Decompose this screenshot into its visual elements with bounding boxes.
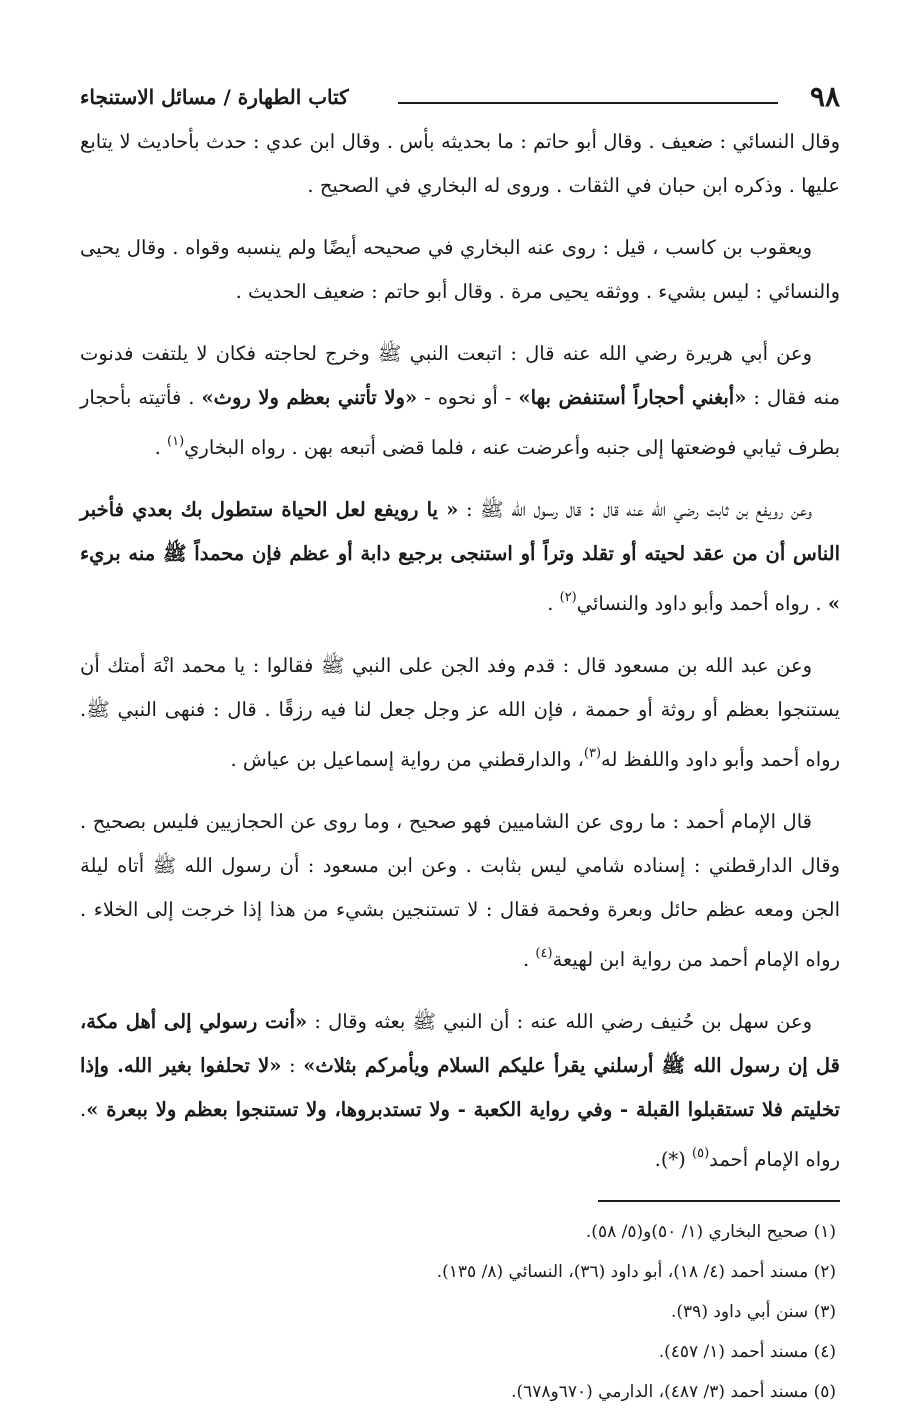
paragraph-text: وعن رويفع بن ثابت رضي الله عنه قال : قال رسول الله ﷺ : <box>458 498 813 521</box>
paragraph-text: قال الإمام أحمد : ما روى عن الشاميين فهو صحيح ، وما روى عن الحجازيين فليس بصحيح . وقال الدارقطني : إسناده شامي ليس بثابت . وعن ابن مسعود : أن رسول الله ﷺ أتاه ليلة الجن ومعه عظم حائل وبعرة وفحمة فقال : لا تستنجين بشيء من هذا إذا خرجت إلى الخلاء . رواه الإمام أحمد من رواية ابن لهيعة <box>80 810 840 971</box>
paragraph-text: . <box>523 948 536 971</box>
footnote-ref: (٣) <box>583 746 602 761</box>
footnotes <box>80 1212 840 1412</box>
paragraph-text: . رواه الإمام أحمد <box>80 1098 840 1171</box>
paragraph-text: . رواه أحمد وأبو داود والنسائي <box>576 592 828 615</box>
paragraph-text: . <box>547 592 560 615</box>
hadith-quote: «لا تحلفوا بغير الله. وإذا تخليتم فلا تستقبلوا القبلة - وفي رواية الكعبة - ولا تستدبروها، ولا تستنجوا بعظم ولا ببعرة » <box>80 1054 840 1121</box>
paragraph-text: - أو نحوه - <box>417 386 519 409</box>
running-title: كتاب الطهارة / مسائل الاستنجاء <box>80 85 349 109</box>
footnote-item: (١) صحيح البخاري (١/ ٥٠)و(٥/ ٥٨). <box>585 1222 836 1242</box>
paragraph-text: وعن أبي هريرة رضي الله عنه قال : اتبعت النبي ﷺ وخرج لحاجته فكان لا يلتفت فدنوت منه فقال : <box>80 342 841 409</box>
paragraph-abu-hurayra <box>80 332 840 470</box>
paragraph-text: وقال النسائي : ضعيف . وقال أبو حاتم : ما بحديثه بأس . وقال ابن عدي : حدث بأحاديث لا يتابع عليها . وذكره ابن حبان في الثقات . وروى له البخاري في الصحيح . <box>80 130 840 197</box>
paragraph-text: . فأتيته بأحجار بطرف ثيابي فوضعتها إلى جنبه وأعرضت عنه ، فلما قضى أتبعه بهن . رواه البخاري <box>80 386 840 459</box>
footnote-item: (٤) مسند أحمد (١/ ٤٥٧). <box>658 1342 836 1362</box>
footnote-rule <box>598 1200 840 1202</box>
paragraph-yaqub <box>80 226 840 314</box>
paragraph-text: وعن سهل بن حُنيف رضي الله عنه : أن النبي ﷺ بعثه وقال : <box>307 1010 812 1033</box>
footnote-ref: (٥) <box>692 1146 710 1161</box>
page-body <box>80 120 840 1182</box>
footnote-item: (٥) مسند أحمد (٣/ ٤٨٧)، الدارمي (٦٧٠و٦٧٨). <box>511 1382 836 1402</box>
footnote-item: (٢) مسند أحمد (٤/ ١٨)، أبو داود (٣٦)، النسائي (٨/ ١٣٥). <box>436 1262 836 1282</box>
paragraph-ruwayfi <box>80 488 840 626</box>
hadith-quote: «أنت رسولي إلى أهل مكة، قل إن رسول الله ﷺ أرسلني يقرأ عليكم السلام ويأمركم بثلاث» <box>80 1010 841 1077</box>
page-header <box>80 78 840 116</box>
paragraph-text: وعن عبد الله بن مسعود قال : قدم وفد الجن على النبي ﷺ فقالوا : يا محمد انْهَ أمتك أن يستنجوا بعظم أو روثة أو حممة ، فإن الله عز وجل جعل لنا فيه رزقًا . قال : فنهى النبي ﷺ. رواه أحمد وأبو داود واللفظ له <box>80 654 840 771</box>
hadith-quote: « يا رويفع لعل الحياة ستطول بك بعدي فأخبر الناس أن من عقد لحيته أو تقلد وتراً أو استنجى برجيع دابة أو عظم فإن محمداً ﷺ منه بريء » <box>80 498 840 615</box>
footnote-item: (٣) سنن أبي داود (٣٩). <box>671 1302 836 1322</box>
paragraph-ibn-masud <box>80 644 840 782</box>
paragraph-sahl <box>80 1000 840 1182</box>
page-number: ٩٨ <box>809 80 840 113</box>
book-page <box>80 78 840 1412</box>
hadith-quote: «ولا تأتني بعظم ولا روث» <box>201 386 418 409</box>
paragraph-text: : <box>281 1054 304 1077</box>
paragraph-text: . <box>154 436 168 459</box>
footnote-ref: (٤) <box>535 946 553 961</box>
header-rule <box>398 102 778 104</box>
hadith-quote: «أبغني أحجاراً أستنفض بها» <box>518 386 747 409</box>
paragraph-text: ، والدارقطني من رواية إسماعيل بن عياش . <box>230 748 584 771</box>
footnote-ref: (٢) <box>559 590 577 605</box>
paragraph-imam-ahmad <box>80 800 840 982</box>
paragraph-text: (*). <box>654 1148 692 1171</box>
footnote-ref: (١) <box>167 434 185 449</box>
paragraph-nasai <box>80 120 840 208</box>
paragraph-text: ويعقوب بن كاسب ، قيل : روى عنه البخاري في صحيحه أيضًا ولم ينسبه وقواه . وقال يحيى والنسائي : ليس بشيء . ووثقه يحيى مرة . وقال أبو حاتم : ضعيف الحديث . <box>80 236 840 303</box>
